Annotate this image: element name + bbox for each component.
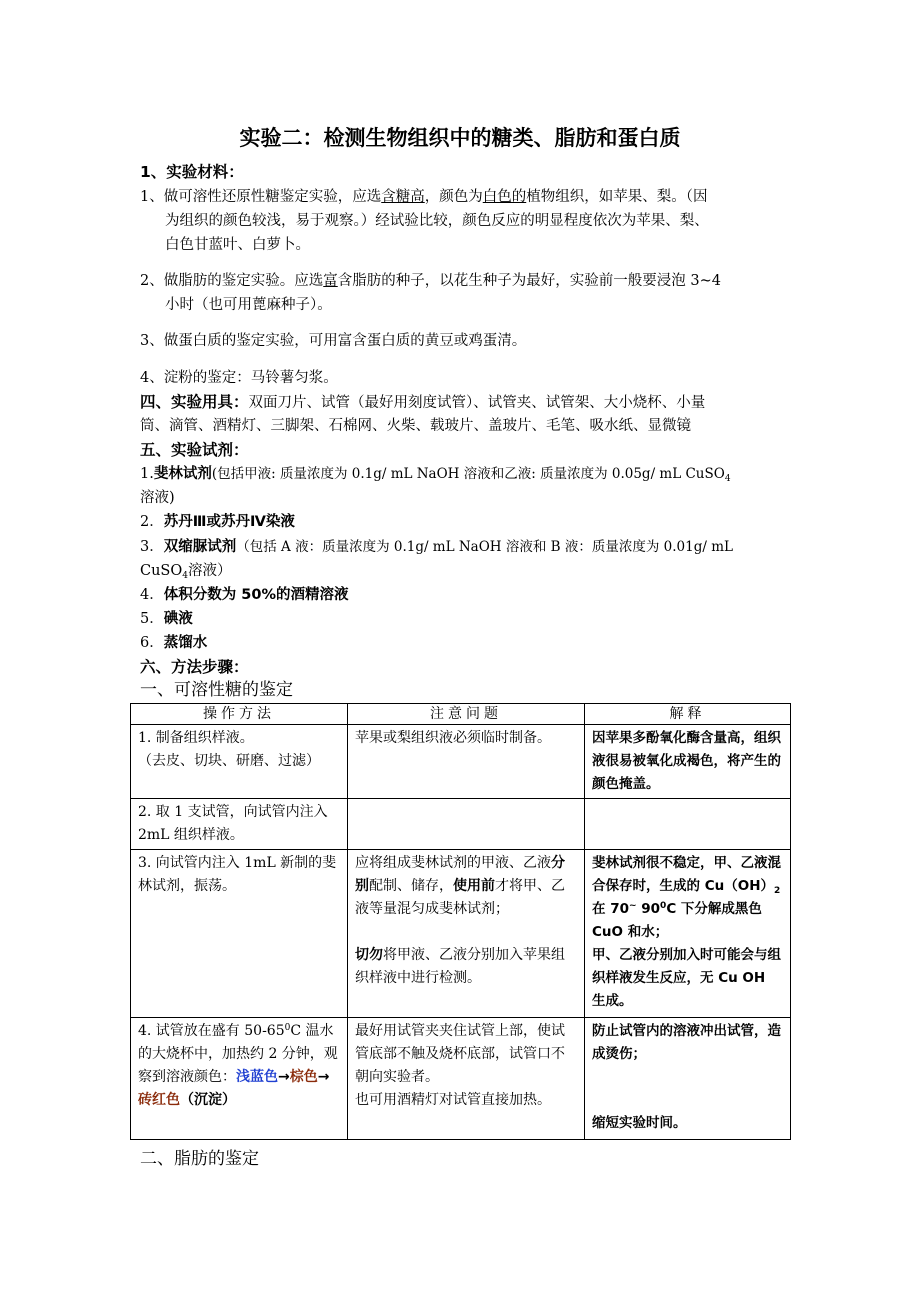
reagent-6: 6．蒸馏水 [140,635,208,651]
materials-p2-line2: 小时（也可用蓖麻种子）。 [165,297,332,313]
section1-title: 一、可溶性糖的鉴定 [140,680,293,700]
row1-operation: 1. 制备组织样液。 （去皮、切块、研磨、过滤） [131,725,348,799]
row4-explanation: 防止试管内的溶液冲出试管，造成烫伤； 缩短实验时间。 [585,1018,791,1140]
materials-heading: 1、实验材料： [140,163,244,181]
row2-explanation [585,799,791,850]
reagents-heading: 五、实验试剂： [140,441,249,459]
row3-explanation: 斐林试剂很不稳定，甲、乙液混合保存时，生成的 $Cu(OH)_2$在 70~ $90^0C$ 下分解成黑色 CuO 和水； 甲、乙液分别加入时可能会与组织样液发生反应，无 Cu OH 生成。 [585,850,791,1018]
row4-operation: 4. 试管放在盛有 $50-65^0C$ 温水的大烧杯中，加热约 2 分钟，观察到溶液颜色：浅蓝色→棕色→砖红色（沉淀） [131,1018,348,1140]
row2-operation: 2. 取 1 支试管，向试管内注入 2mL 组织样液。 [131,799,348,850]
table-row [131,725,791,799]
document-title: 实验二：检测生物组织中的糖类、脂肪和蛋白质 [239,126,681,150]
materials-p1-line3: 白色甘蓝叶、白萝卜。 [165,237,310,253]
materials-p2-line1: 2、做脂肪的鉴定实验。应选富含脂肪的种子，以花生种子为最好，实验前一般要浸泡 3~4 [140,273,721,289]
row4-note: 最好用试管夹夹住试管上部，使试管底部不触及烧杯底部，试管口不朝向实验者。 也可用酒精灯对试管直接加热。 [348,1018,585,1140]
row2-note [348,799,585,850]
tools-line1: 四、实验用具：双面刀片、试管（最好用刻度试管）、试管夹、试管架、大小烧杯、小量 [140,393,706,411]
row1-note: 苹果或梨组织液必须临时制备。 [348,725,585,799]
table-header-row [131,704,791,725]
reagent-4: 4．体积分数为 50%的酒精溶液 [140,587,349,603]
header-operation: 操作方法 [131,704,348,725]
row3-operation: 3. 向试管内注入 1mL 新制的斐林试剂，振荡。 [131,850,348,1018]
color-brick-red: 砖红色 [138,1092,180,1108]
reagent-1-line2: 溶液) [140,490,175,506]
materials-p3: 3、做蛋白质的鉴定实验，可用富含蛋白质的黄豆或鸡蛋清。 [140,333,527,349]
materials-p1-line2: 为组织的颜色较浅，易于观察。）经试验比较，颜色反应的明显程度依次为苹果、梨、 [165,213,709,229]
arrow-icon: → [278,1069,290,1085]
materials-p4: 4、淀粉的鉴定：马铃薯匀浆。 [140,370,338,386]
tools-heading: 四、实验用具： [140,393,249,411]
reagent-5: 5．碘液 [140,611,193,627]
color-brown: 棕色 [289,1069,318,1085]
row3-note: 应将组成斐林试剂的甲液、乙液分别配制、储存，使用前才将甲、乙液等量混匀成斐林试剂； 切勿将甲液、乙液分别加入苹果组织样液中进行检测。 [348,850,585,1018]
color-light-blue: 浅蓝色 [236,1069,278,1085]
table-row [131,1018,791,1140]
section2-title: 二、脂肪的鉴定 [140,1149,259,1169]
row1-explanation: 因苹果多酚氧化酶含量高，组织液很易被氧化成褐色，将产生的颜色掩盖。 [585,725,791,799]
arrow-icon: → [317,1069,330,1085]
header-explanation: 解释 [585,704,791,725]
table-row [131,850,791,1018]
reagent-3: 3．双缩脲试剂（包括 A 液：质量浓度为 0.1g/ mL NaOH 溶液和 B 液：质量浓度为 0.01g/ mL [140,539,733,555]
materials-p1-line1: 1、做可溶性还原性糖鉴定实验，应选含糖高，颜色为白色的植物组织，如苹果、梨。（因 [140,189,708,205]
procedure-table [130,703,791,1140]
tools-line2: 筒、滴管、酒精灯、三脚架、石棉网、火柴、载玻片、盖玻片、毛笔、吸水纸、显微镜 [140,418,691,434]
method-heading: 六、方法步骤： [140,658,249,676]
reagent-1: 1.斐林试剂(包括甲液: 质量浓度为 0.1g/ mL NaOH 溶液和乙液: 质量浓度为 0.05g/ mL CuSO$_4$ [140,466,731,484]
reagent-2: 2．苏丹Ⅲ或苏丹Ⅳ染液 [140,514,295,530]
header-notes: 注意问题 [348,704,585,725]
table-row [131,799,791,850]
reagent-3-line2: CuSO$_4$溶液） [140,563,232,581]
